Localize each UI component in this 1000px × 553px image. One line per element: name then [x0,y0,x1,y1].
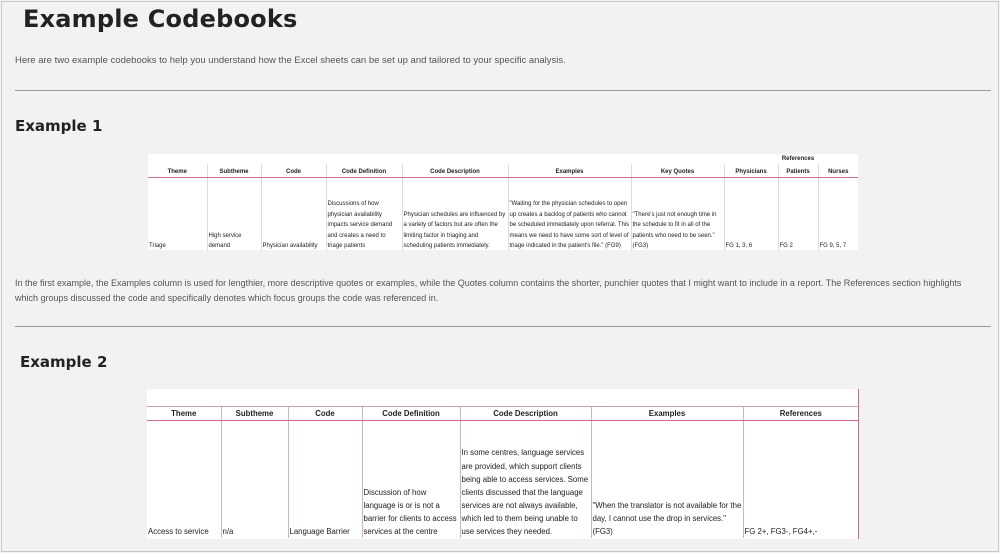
references-group-header: References [781,156,815,162]
cell-subtheme: High service demand [207,177,261,251]
column-header-code: Code [261,164,326,177]
column-header-subtheme: Subtheme [221,406,288,420]
cell-physicians: FG 1, 3, 6 [724,177,778,251]
column-header-code-definition: Code Definition [362,406,460,420]
column-header-examples: Examples [508,164,631,177]
cell-nurses: FG 9, 5, 7 [819,243,847,249]
cell-examples: "When the translator is not available for the day, I cannot use the drop in services." (FG3) [591,420,743,538]
example-2-table-image [147,389,858,539]
section-divider [15,326,991,327]
cell-key-quotes: "There's just not enough time in the schedule to fit in all of the patients who need to be seen." (FG3) [631,177,724,251]
column-header-physicians: Physicians [724,164,778,177]
cell-references: FG 2+, FG3-, FG4+,- [744,527,818,536]
column-header-theme: Theme [147,406,221,420]
column-header-code-definition: Code Definition [326,164,402,177]
example-1-table [148,154,858,251]
cell-code-description: Physician schedules are influenced by a variety of factors but are often the limiting factor in triaging and scheduling patients immediately. [402,177,508,251]
example-1-table-image [148,154,858,250]
cell-code: Language Barrier [288,420,362,538]
section-divider [15,90,991,91]
column-header-nurses: Nurses [818,164,858,177]
cell-examples: "Waiting for the physician schedules to open up creates a backlog of patients who cannot be scheduled immediately upon referral. This means we need to have some sort of level of triage indicated in the patient's file." (FG9) [508,177,631,251]
example-2-table [147,389,858,538]
explanation-paragraph: In the first example, the Examples column is used for lengthier, more descriptive quotes or examples, while the Quotes column contains the shorter, punchier quotes that I might want to include in a report. The References section highlights which groups discussed the code and specifically denotes which focus groups the code was referenced in. [15,278,962,303]
column-header-examples: Examples [591,406,743,420]
example-2-heading: Example 2 [20,353,108,371]
cell-patients: FG 2 [778,177,818,251]
column-header-patients: Patients [778,164,818,177]
table-row [148,177,858,251]
table-edge-line [858,389,859,539]
cell-theme: Access to service [147,420,221,538]
intro-text: Here are two example codebooks to help you understand how the Excel sheets can be set up and tailored to your specific analysis. [15,55,566,66]
page-title: Example Codebooks [23,5,298,33]
cell-code-definition: Discussions of how physician availability impacts service demand and creates a need to triage patients [326,177,402,251]
cell-subtheme: n/a [221,420,288,538]
column-header-key-quotes: Key Quotes [631,164,724,177]
codebook-page [1,1,999,552]
example-1-heading: Example 1 [15,117,103,135]
column-header-references: References [743,406,858,420]
cell-code-description: In some centres, language services are provided, which support clients being able to access services. Some clients discussed that the language services are not always available, which led to them being unable to use services they needed. [460,420,591,538]
cell-code-definition: Discussion of how language is or is not a barrier for clients to access services at the centre [362,420,460,538]
column-header-code-description: Code Description [402,164,508,177]
column-header-code-description: Code Description [460,406,591,420]
cell-code: Physician availability [261,177,326,251]
column-header-subtheme: Subtheme [207,164,261,177]
column-header-theme: Theme [148,164,207,177]
table-row [147,420,858,538]
cell-theme: Triage [148,177,207,251]
column-header-code: Code [288,406,362,420]
